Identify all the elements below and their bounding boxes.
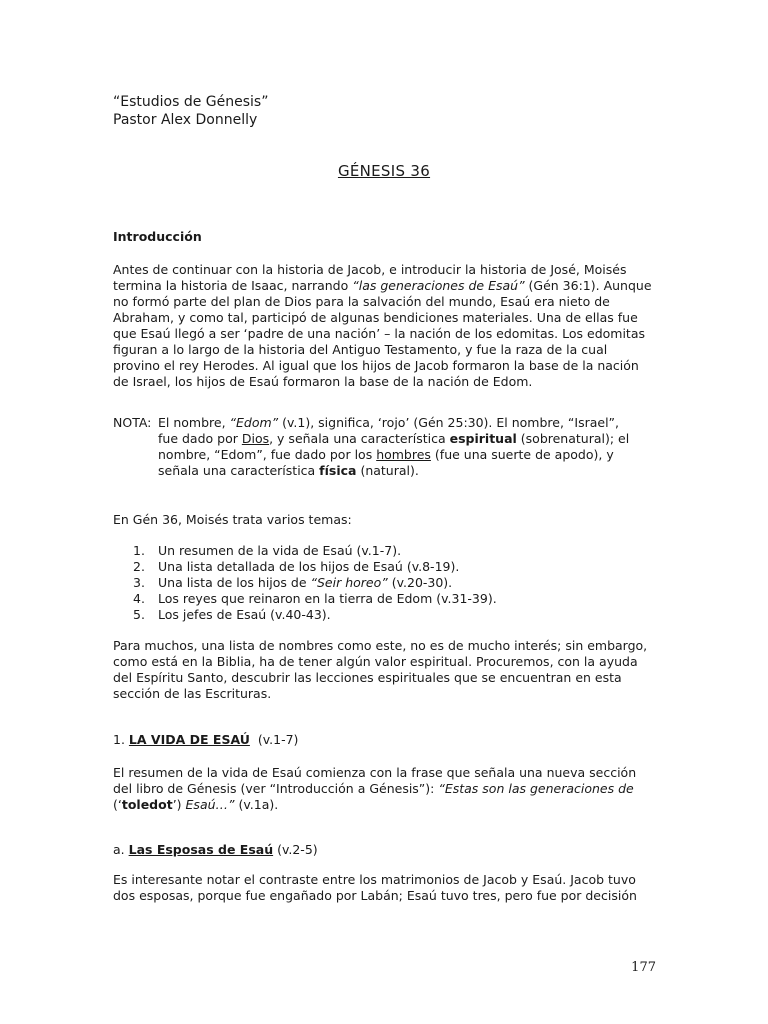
nota-label: NOTA: — [113, 415, 152, 430]
intro-paragraph: Antes de continuar con la historia de Jacob, e introducir la historia de José, Moisés termina la historia de Isaac, narrando “las generaciones de Esaú” (Gén 36:1). Aunque no formó parte del plan de Dios para la salvación del mundo, Esaú era nieto de Abraham, y como tal, participó de algunas bendiciones materiales. Una de ellas fue que Esaú llegó a ser ‘padre de una nación’ – la nación de los edomitas. Los edomitas figuran a lo largo de la historia del Antiguo Testamento, y fue la raza de la cual provino el rey Herodes. Al igual que los hijos de Jacob formaron la base de la nación de Israel, los hijos de Esaú formaron la base de la nación de Edom. — [113, 262, 652, 389]
subsection-a-heading: a. Las Esposas de Esaú (v.2-5) — [113, 842, 318, 857]
para-muchos-paragraph: Para muchos, una lista de nombres como este, no es de mucho interés; sin embargo, como está en la Biblia, ha de tener algún valor espiritual. Procuremos, con la ayuda del Espíritu Santo, descubrir las lecciones espirituales que se encuentran en esta sección de las Escrituras. — [113, 638, 648, 701]
topics-list — [113, 543, 658, 623]
section-1-paragraph: El resumen de la vida de Esaú comienza con la frase que señala una nueva sección del libro de Génesis (ver “Introducción a Génesis”): “Estas son las generaciones de (‘toledot’) Esaú…” (v.1a). — [113, 765, 637, 812]
series-title: “Estudios de Génesis” — [113, 94, 269, 110]
topics-lead: En Gén 36, Moisés trata varios temas: — [113, 512, 352, 527]
chapter-title: GÉNESIS 36 — [337, 162, 431, 180]
page-number: 177 — [631, 960, 656, 975]
list-item: 2. Una lista detallada de los hijos de Esaú (v.8-19). — [133, 559, 460, 574]
section-1-heading: 1. LA VIDA DE ESAÚ (v.1-7) — [113, 732, 299, 747]
list-item: 4. Los reyes que reinaron en la tierra de Edom (v.31-39). — [133, 591, 497, 606]
document-header — [113, 93, 268, 129]
nota-body: fue dado por Dios, y señala una característica espiritual (sobrenatural); el nombre, “Edom”, fue dado por los hombres (fue una suerte de apodo), y señala una característica física (natural). — [158, 431, 630, 478]
list-item: 5. Los jefes de Esaú (v.40-43). — [133, 607, 331, 622]
author-line: Pastor Alex Donnelly — [113, 112, 258, 128]
list-item: 1. Un resumen de la vida de Esaú (v.1-7). — [133, 543, 402, 558]
subsection-a-paragraph: Es interesante notar el contraste entre los matrimonios de Jacob y Esaú. Jacob tuvo dos esposas, porque fue engañado por Labán; Esaú tuvo tres, pero fue por decisión — [113, 872, 637, 903]
intro-heading: Introducción — [113, 229, 202, 244]
nota-block: NOTA: El nombre, “Edom” (v.1), significa, ‘rojo’ (Gén 25:30). El nombre, “Israel”, fue dado por Dios, y señala una característica espiritual (sobrenatural); el nombre, “Edom”, fue dado por los hombres (fue una suerte de apodo), y señala una característica física (natural). — [113, 415, 658, 479]
list-item: 3. Una lista de los hijos de “Seir horeo” (v.20-30). — [133, 575, 453, 590]
